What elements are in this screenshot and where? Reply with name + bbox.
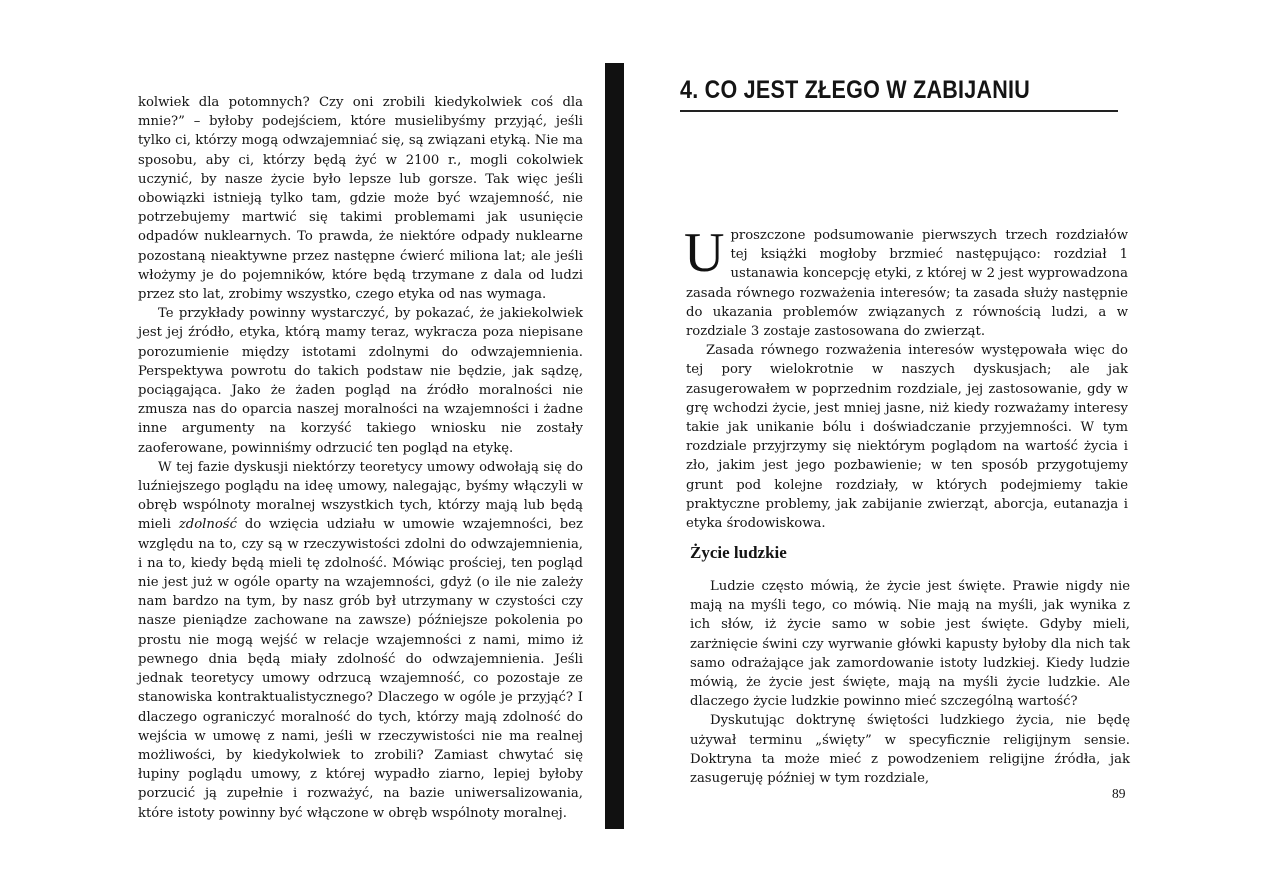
chapter-title: 4. CO JEST ZŁEGO W ZABIJANIU	[680, 76, 1031, 104]
left-paragraph-2: Te przykłady powinny wystarczyć, by pokazać, że jakiekolwiek jest jej źródło, etyka, którą mamy teraz, wykracza poza niepisane porozumienie między istotami zdolnymi do odwzajemnienia. Perspektywa powrotu do takich podstaw nie będzie, jak sądzę, pociągająca. Jako że żaden pogląd na źródło moralności nie zmusza nas do oparcia naszej moralności na wzajemności i żadne inne argumenty na korzyść takiego wniosku nie zostały zaoferowane, powinniśmy odrzucić ten pogląd na etykę.	[138, 306, 583, 456]
left-page-text-column	[138, 93, 583, 823]
section-paragraph-1: Ludzie często mówią, że życie jest święte. Prawie nigdy nie mają na myśli tego, co mówią. Nie mają na myśli, jak wynika z ich słów, iż życie samo w sobie jest święte. Gdyby mieli, zarżnięcie świni czy wyrwanie główki kapusty byłoby dla nich tak samo odrażające jak zamordowanie istoty ludzkiej. Kiedy ludzie mówią, że życie jest święte, mają na myśli życie ludzkie. Ale dlaczego życie ludzkie powinno mieć szczególną wartość?	[690, 579, 1130, 710]
left-paragraph-3-start: W tej fazie dyskusji niektórzy teoretycy umowy odwołają się do luźniejszego poglądu na ideę umowy, nalegając, byśmy włączyli w obręb wspólnoty moralnej wszystkich tych, którzy mają lub będą mieli	[138, 459, 583, 533]
page-number: 89	[1112, 786, 1126, 801]
left-paragraph-3	[138, 458, 583, 823]
left-page	[0, 0, 620, 893]
left-paragraph-3-italic: zdolność	[178, 517, 237, 533]
section-paragraph-2: Dyskutując doktrynę świętości ludzkiego życia, nie będę używał terminu „święty” w specyficznie religijnym sensie. Doktryna ta może mieć z powodzeniem religijne źródła, jak zasugeruję później w tym rozdziale,	[690, 713, 1130, 787]
intro-paragraph-1	[684, 222, 1128, 341]
section-heading: Życie ludzkie	[690, 543, 787, 562]
drop-cap-letter: U	[684, 222, 725, 284]
chapter-title-rule	[680, 110, 1118, 112]
intro-paragraph-1-text: proszczone podsumowanie pierwszych trzech rozdziałów tej książki mogłoby brzmieć następująco: rozdział 1 ustanawia koncepcję etyki, z której w 2 jest wyprowadzona zasada równego rozważenia interesów; ta zasada służy następnie do ukazania problemów związanych z równością ludzi, a w rozdziale 3 zostaje zastosowana do zwierząt.	[686, 228, 1128, 340]
intro-paragraph-2: Zasada równego rozważenia interesów występowała więc do tej pory wielokrotnie w naszych dyskusjach; ale jak zasugerowałem w poprzednim rozdziale, jej zastosowanie, gdy w grę wchodzi życie, jest mniej jasne, niż kiedy rozważamy interesy takie jak unikanie bólu i doświadczanie przyjemności. W tym rozdziale przyjrzymy się niektórym poglądom na wartość życia i zło, jakim jest jego pozbawienie; w ten sposób przygotujemy grunt pod kolejne rozdziały, w których podejmiemy takie praktyczne problemy, jak zabijanie zwierząt, aborcja, eutanazja i etyka środowiskowa.	[686, 343, 1128, 532]
left-paragraph-3-end: do wzięcia udziału w umowie wzajemności, bez względu na to, czy są w rzeczywistości zdolni do odwzajemnienia, i na to, kiedy będą mieli tę zdolność. Mówiąc prościej, ten pogląd nie jest już w ogóle oparty na wzajemności, gdyż (o ile nie zależy nam bardzo na tym, by nasz grób był utrzymany w czystości czy nasze pieniądze zachowane na zawsze) późniejsze pokolenia po prostu nie mogą wejść w relacje wzajemności z nami, mimo iż pewnego dnia będą miały zdolność do odwzajemnienia. Jeśli jednak teoretycy umowy odrzucą wzajemność, co pozostaje ze stanowiska kontraktualistycznego? Dlaczego w ogóle je przyjąć? I dlaczego ograniczyć moralność do tych, którzy mają zdolność do wejścia w umowę z nami, jeśli w rzeczywistości nie ma realnej możliwości, by kiedykolwiek to zrobili? Zamiast chwytać się łupiny poglądu umowy, z której wypadło ziarno, lepiej byłoby porzucić ją zupełnie i rozważyć, na bazie uniwersalizowania, które istoty powinny być włączone w obręb wspólnoty moralnej.	[138, 517, 583, 821]
chapter-intro-column	[684, 222, 1128, 533]
left-paragraph-1: kolwiek dla potomnych? Czy oni zrobili kiedykolwiek coś dla mnie?” – byłoby podejściem, które musielibyśmy przyjąć, jeśli tylko ci, którzy mogą odwzajemniać się, są związani etyką. Nie ma sposobu, aby ci, którzy będą żyć w 2100 r., mogli cokolwiek uczynić, by nasze życie było lepsze lub gorsze. Tak więc jeśli obowiązki istnieją tylko tam, gdzie może być wzajemność, nie potrzebujemy martwić się takimi problemami jak usunięcie odpadów nuklearnych. To prawda, że niektóre odpady nuklearne pozostaną nieaktywne przez następne ćwierć miliona lat; ale jeśli włożymy je do pojemników, które będą trzymane z dala od ludzi przez sto lat, zrobimy wszystko, czego etyka od nas wymaga.	[138, 95, 583, 303]
section-text-column	[690, 577, 1130, 788]
